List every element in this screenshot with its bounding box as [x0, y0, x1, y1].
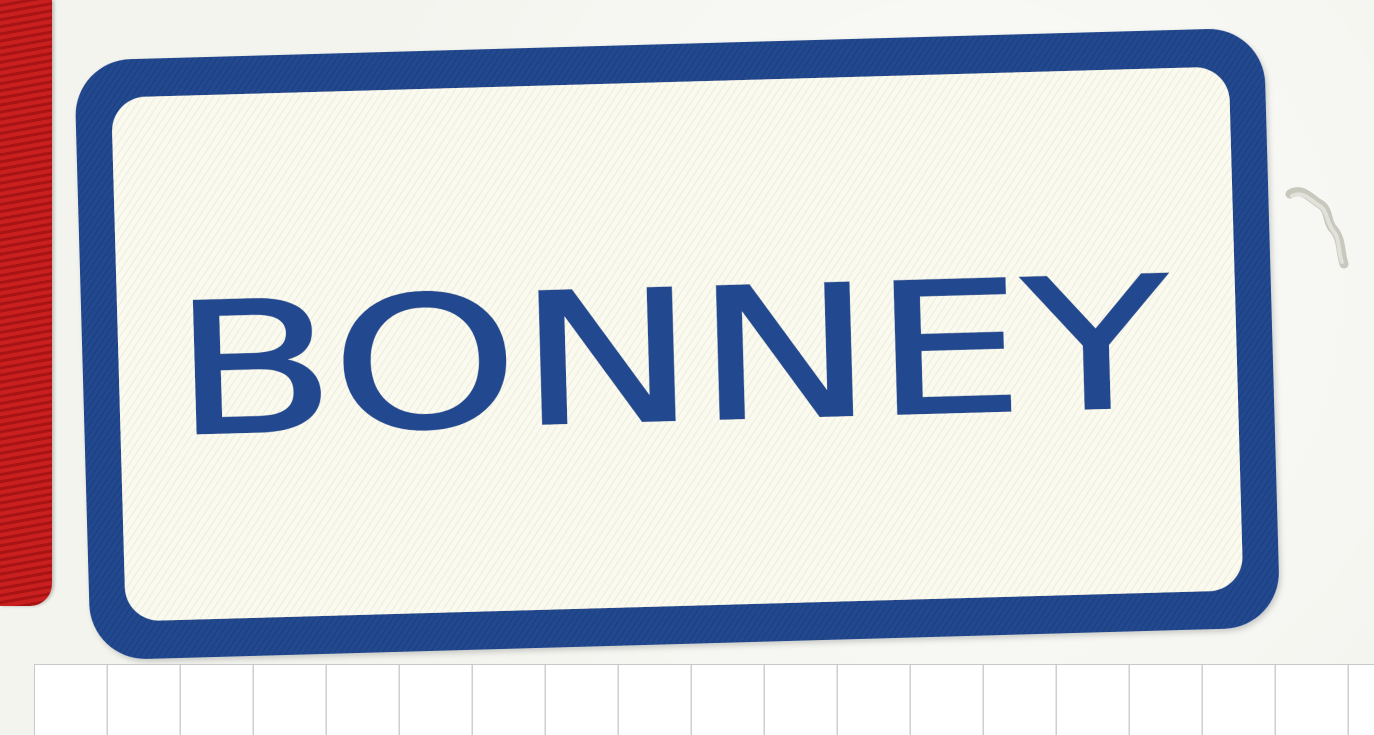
loose-thread [1282, 182, 1352, 272]
measuring-grid [34, 664, 1374, 735]
patch-lettering: BONNEY [169, 243, 939, 478]
